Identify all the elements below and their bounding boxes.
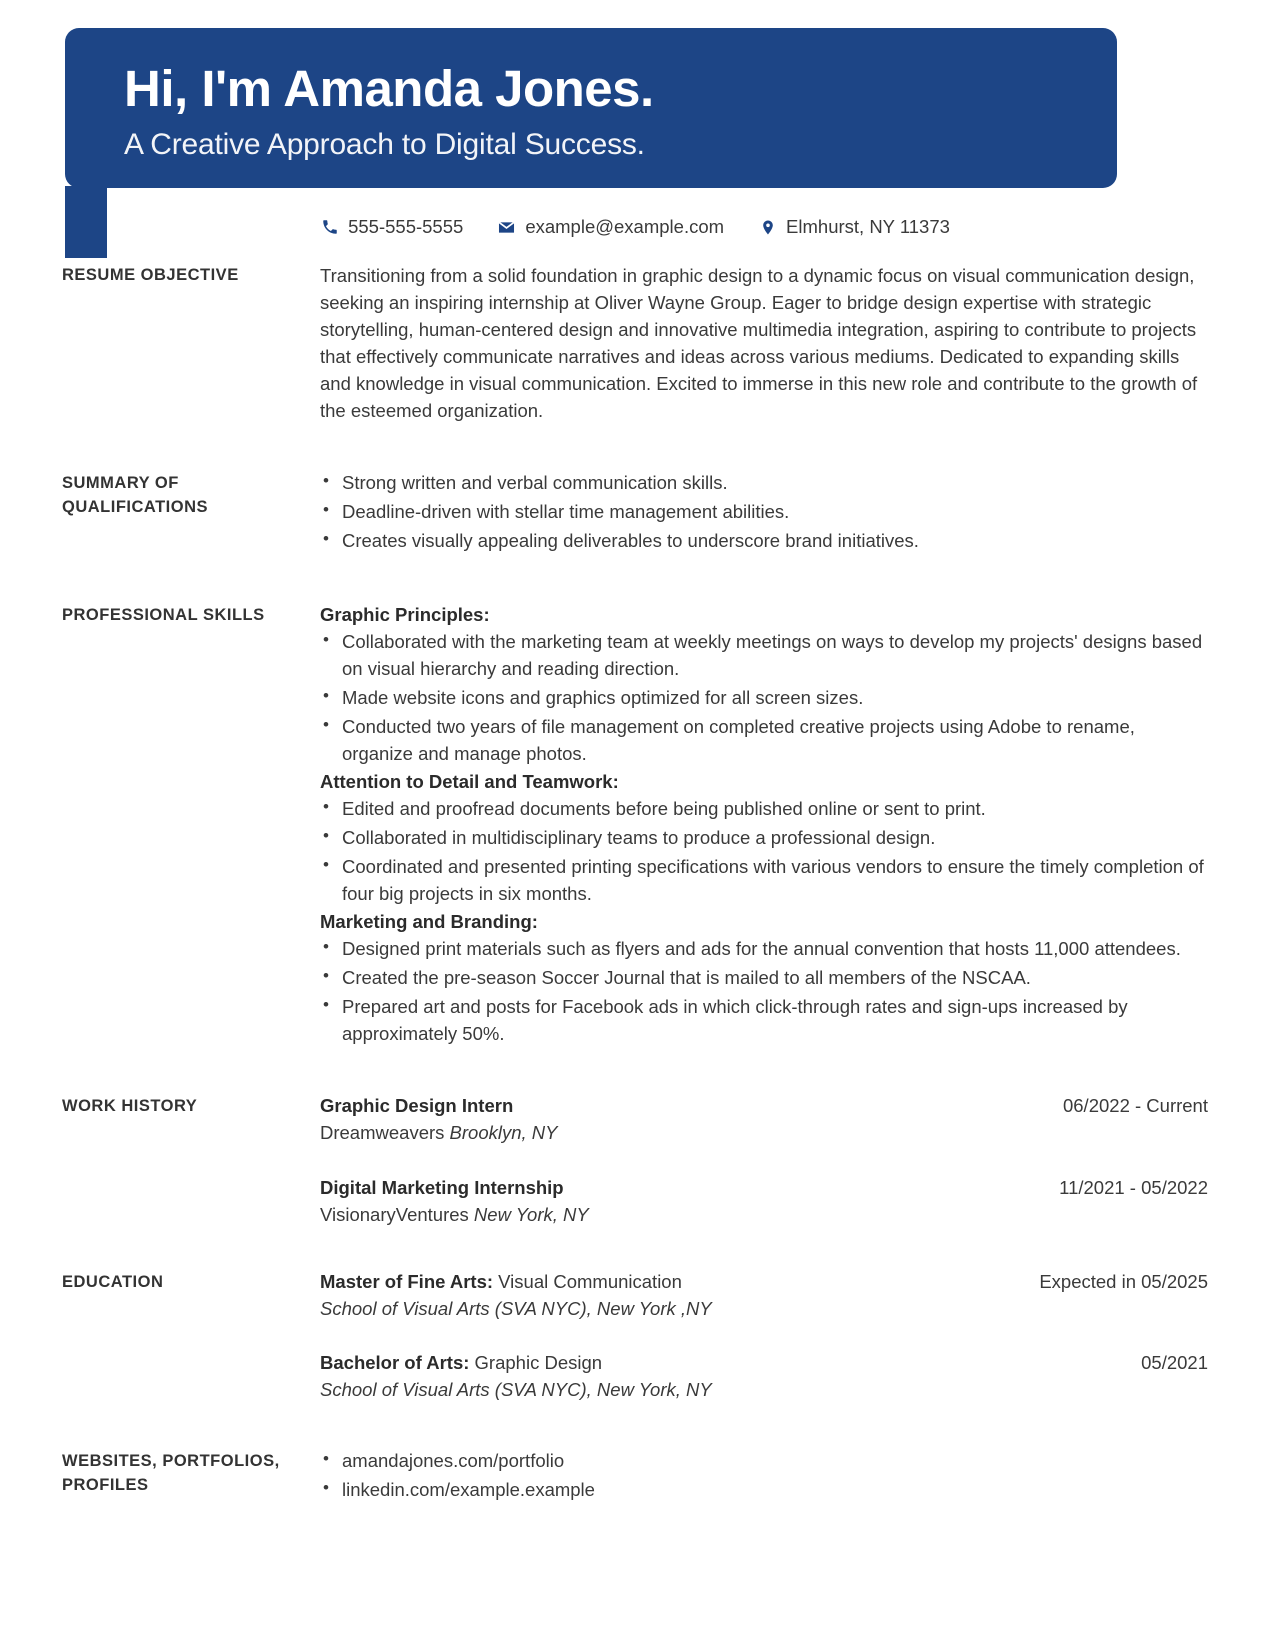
degree-date: Expected in 05/2025 (1039, 1270, 1208, 1292)
work-entry-header (320, 1093, 1208, 1120)
section-body-professional-skills (320, 602, 1208, 1049)
list-item: • Coordinated and presented printing specifications with various vendors to ensure the timely completion of four big projects in six months. (320, 854, 1208, 908)
company-name: Dreamweavers (320, 1122, 445, 1144)
degree-name: Bachelor of Arts: (320, 1352, 470, 1374)
list-item: • Edited and proofread documents before being published online or sent to print. (320, 796, 1208, 823)
job-title: Digital Marketing Internship (320, 1177, 564, 1199)
work-entry (320, 1093, 1208, 1147)
contact-location-text: Elmhurst, NY 11373 (786, 216, 950, 237)
contact-phone (320, 216, 463, 238)
resume-body (0, 262, 1270, 1506)
section-resume-objective (62, 262, 1208, 424)
list-item: • Conducted two years of file management on completed creative projects using Adobe to rename, organize and manage photos. (320, 714, 1208, 768)
list-item: • Collaborated in multidisciplinary teams to produce a professional design. (320, 825, 1208, 852)
skill-group (320, 602, 1208, 767)
list-item: • Designed print materials such as flyers and ads for the annual convention that hosts 11,000 attendees. (320, 936, 1208, 963)
section-body-websites-portfolios-profiles (320, 1448, 1208, 1506)
work-entry-company-location (320, 1120, 1208, 1147)
degree-title (320, 1269, 682, 1296)
header-tagline: A Creative Approach to Digital Success. (124, 128, 645, 161)
section-label-line-1: SUMMARY OF (62, 474, 179, 492)
job-title: Graphic Design Intern (320, 1095, 514, 1117)
list-item: • Made website icons and graphics optimized for all screen sizes. (320, 685, 1208, 712)
section-websites-portfolios-profiles (62, 1448, 1208, 1506)
skill-group-title: Attention to Detail and Teamwork: (320, 771, 619, 793)
skill-group (320, 769, 1208, 907)
job-location: Brooklyn, NY (449, 1122, 558, 1144)
work-entry-header (320, 1175, 1208, 1202)
section-label-resume-objective: RESUME OBJECTIVE (62, 266, 239, 284)
contact-location (758, 216, 950, 238)
degree-field: Graphic Design (474, 1352, 603, 1374)
websites-bullet-list (320, 1448, 1208, 1504)
education-entry (320, 1350, 1208, 1404)
website-link[interactable]: linkedin.com/example.example (342, 1478, 595, 1500)
section-label-professional-skills: PROFESSIONAL SKILLS (62, 606, 265, 625)
work-entry (320, 1175, 1208, 1229)
skill-group-title: Graphic Principles: (320, 604, 490, 626)
section-label-summary-of-qualifications (62, 470, 320, 520)
section-label-education: EDUCATION (62, 1272, 164, 1291)
degree-name: Master of Fine Arts: (320, 1270, 494, 1292)
list-item: • Created the pre-season Soccer Journal that is mailed to all members of the NSCAA. (320, 965, 1208, 992)
job-location: New York, NY (473, 1203, 589, 1225)
school-name: School of Visual Arts (SVA NYC), New York ,NY (320, 1297, 712, 1319)
section-body-summary-of-qualifications (320, 470, 1208, 556)
section-professional-skills (62, 602, 1208, 1049)
list-item[interactable] (320, 1477, 1208, 1504)
list-item: • Collaborated with the marketing team at weekly meetings on ways to develop my projects' designs based on visual hierarchy and reading direction. (320, 629, 1208, 683)
skill-bullet-list (320, 629, 1208, 767)
company-name: VisionaryVentures (320, 1203, 469, 1225)
section-education (62, 1269, 1208, 1404)
section-label-line-1: WEBSITES, PORTFOLIOS, (62, 1451, 280, 1470)
skill-bullet-list (320, 936, 1208, 1047)
summary-bullet-list (320, 470, 1208, 554)
contact-email-text: example@example.com (525, 216, 725, 237)
list-item: • Strong written and verbal communication skills. (320, 470, 1208, 497)
page-title: Hi, I'm Amanda Jones. (124, 60, 654, 117)
degree-title (320, 1350, 602, 1377)
phone-icon (320, 218, 339, 237)
degree-date: 05/2021 (1141, 1352, 1208, 1374)
section-label-line-2: PROFILES (62, 1475, 149, 1494)
section-summary-of-qualifications (62, 470, 1208, 556)
contact-email (497, 216, 724, 238)
education-entry-header (320, 1269, 1208, 1296)
skill-group-title: Marketing and Branding: (320, 911, 538, 933)
contact-row (0, 216, 1270, 238)
work-entry-company-location (320, 1202, 1208, 1229)
section-label-websites-portfolios-profiles (62, 1448, 320, 1498)
list-item[interactable] (320, 1448, 1208, 1475)
section-work-history (62, 1093, 1208, 1228)
section-body-education (320, 1269, 1208, 1404)
job-dates: 11/2021 - 05/2022 (1059, 1177, 1208, 1199)
education-entry-header (320, 1350, 1208, 1377)
skill-bullet-list (320, 796, 1208, 907)
education-entry (320, 1269, 1208, 1323)
school-name: School of Visual Arts (SVA NYC), New York, NY (320, 1379, 712, 1401)
objective-paragraph: Transitioning from a solid foundation in graphic design to a dynamic focus on visual communication design, seeking an inspiring internship at Oliver Wayne Group. Eager to bridge design expertise with strategic storytelling, human-centered design and innovative multimedia integration, aspiring to contribute to projects that effectively communicate narratives and ideas across various mediums. Dedicated to expanding skills and knowledge in visual communication. Excited to immerse in this new role and contribute to the growth of the esteemed organization. (320, 265, 1198, 421)
resume-header (0, 0, 1270, 262)
list-item: • Deadline-driven with stellar time management abilities. (320, 499, 1208, 526)
website-link[interactable]: amandajones.com/portfolio (342, 1449, 565, 1471)
envelope-icon (497, 218, 516, 237)
job-dates: 06/2022 - Current (1062, 1095, 1208, 1117)
section-body-resume-objective (320, 262, 1208, 424)
section-label-line-2: QUALIFICATIONS (62, 497, 209, 516)
list-item: • Prepared art and posts for Facebook ads in which click-through rates and sign-ups increased by approximately 50%. (320, 994, 1208, 1048)
list-item: • Creates visually appealing deliverables to underscore brand initiatives. (320, 528, 1208, 555)
map-pin-icon (758, 218, 777, 237)
skill-group (320, 909, 1208, 1047)
contact-phone-text: 555-555-5555 (348, 216, 464, 237)
degree-field: Visual Communication (498, 1270, 682, 1292)
section-label-work-history: WORK HISTORY (62, 1097, 198, 1116)
section-body-work-history (320, 1093, 1208, 1228)
